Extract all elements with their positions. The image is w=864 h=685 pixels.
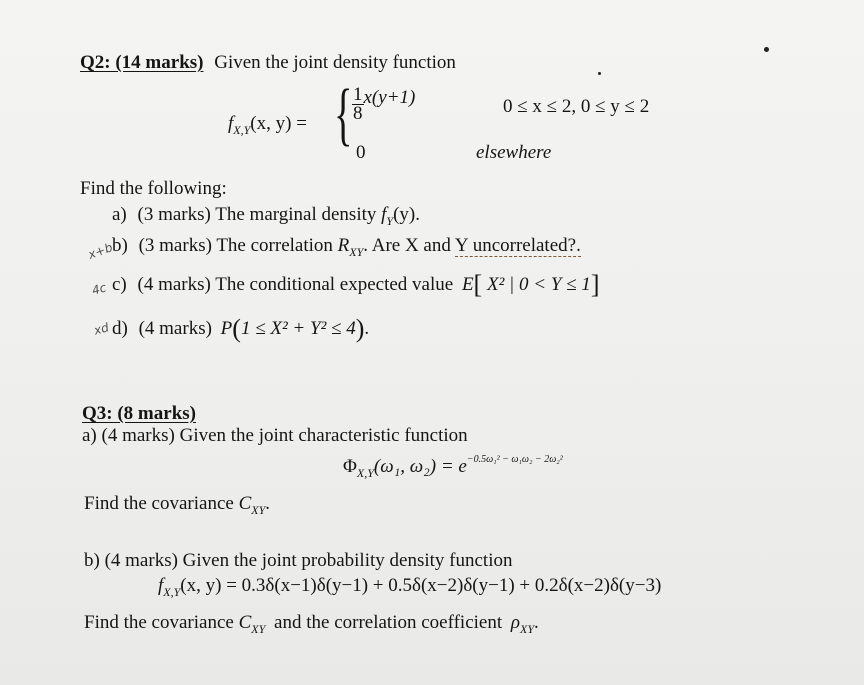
q2-intro: Given the joint density function xyxy=(214,52,456,73)
part-a-arg: (y). xyxy=(393,204,420,225)
q3-part-b-pdf xyxy=(158,575,661,600)
q3-find-covariance xyxy=(84,493,270,518)
part-d-text: (4 marks) xyxy=(138,318,212,339)
part-c-inner: X² | 0 < Y ≤ 1 xyxy=(486,274,591,295)
q3-title: Q3: (8 marks) xyxy=(82,403,196,424)
frac-den: 8 xyxy=(353,103,363,124)
q2-function-lhs xyxy=(228,113,307,138)
part-b-sub: XY xyxy=(349,244,364,259)
page-dot-top-right xyxy=(764,47,769,52)
cov-C: C xyxy=(238,493,252,514)
func-sub: X,Y xyxy=(233,122,251,137)
part-c-label: c) xyxy=(112,274,127,295)
b-end: . xyxy=(534,612,539,633)
b-find-text: Find the covariance xyxy=(84,612,234,633)
part-d-math xyxy=(220,314,370,343)
part-a-math xyxy=(381,204,420,228)
part-a-label: a) xyxy=(112,204,127,225)
q2-fraction xyxy=(352,86,364,123)
case1-expr: x(y+1) xyxy=(363,86,416,108)
q2-part-a xyxy=(112,204,420,229)
phi-args: (ω₁, ω₂) = e xyxy=(373,456,467,477)
func-f: f xyxy=(228,113,234,134)
q2-part-b xyxy=(112,235,581,260)
part-a-f: f xyxy=(381,204,387,225)
func-args: (x, y) = xyxy=(250,113,307,134)
pdf-f: f xyxy=(158,575,164,596)
q3-part-b-text: b) (4 marks) Given the joint probability density function xyxy=(84,550,513,571)
find-cov-math xyxy=(238,493,266,517)
b-rho: ρ xyxy=(510,612,520,633)
q3-part-b-find xyxy=(84,612,539,637)
part-b-label: b) xyxy=(112,235,128,256)
b-rho-math xyxy=(510,612,535,636)
part-b-text: (3 marks) The correlation xyxy=(138,235,333,256)
part-b-math xyxy=(337,235,364,259)
b-and-text: and the correlation coefficient xyxy=(274,612,503,633)
part-c-lbracket: [ xyxy=(473,270,483,299)
q3-characteristic-function xyxy=(343,454,563,481)
q2-left-brace: { xyxy=(334,76,353,153)
part-c-math xyxy=(461,270,600,299)
b-cov-sub: XY xyxy=(251,621,266,636)
part-a-text: (3 marks) The marginal density xyxy=(137,204,377,225)
part-a-sub: Y xyxy=(386,213,394,228)
part-d-rparen: ) xyxy=(355,314,365,343)
part-d-P: P xyxy=(220,318,233,339)
q2-case1-condition: 0 ≤ x ≤ 2, 0 ≤ y ≤ 2 xyxy=(503,96,650,117)
part-b-after2: Y uncorrelated?. xyxy=(454,235,581,256)
part-d-lparen: ( xyxy=(232,314,241,343)
part-c-rbracket: ] xyxy=(590,270,600,299)
handwritten-mark-c: 4c xyxy=(90,280,108,298)
handwritten-mark-d: xd xyxy=(92,320,111,338)
cov-sub: XY xyxy=(251,502,266,517)
q2-find-following: Find the following: xyxy=(80,178,227,199)
part-d-inner: 1 ≤ X² + Y² ≤ 4 xyxy=(240,318,356,339)
q2-part-c xyxy=(112,270,599,300)
part-c-E: E xyxy=(461,274,474,295)
phi-exponent: −0.5ω₁² − ω₁ω₂ − 2ω₂² xyxy=(466,454,563,465)
q2-title: Q2: (14 marks) xyxy=(80,52,204,73)
b-cov-C: C xyxy=(238,612,252,633)
part-b-after: . Are X and xyxy=(363,235,451,256)
pdf-sub: X,Y xyxy=(163,584,181,599)
phi-symbol: Φ xyxy=(343,456,357,477)
part-b-R: R xyxy=(337,235,350,256)
q3-part-a-text: a) (4 marks) Given the joint characteristic function xyxy=(82,425,468,446)
phi-sub: X,Y xyxy=(356,465,374,480)
part-c-text: (4 marks) The conditional expected value xyxy=(137,274,454,295)
page-dot-mid xyxy=(598,72,601,75)
part-d-end: . xyxy=(364,318,370,339)
b-rho-sub: XY xyxy=(520,621,535,636)
q2-part-d xyxy=(112,314,369,344)
q2-case2-condition: elsewhere xyxy=(476,142,552,163)
q2-case2-expr: 0 xyxy=(356,142,366,163)
part-d-label: d) xyxy=(112,318,128,339)
handwritten-mark-b: x+b xyxy=(86,240,115,262)
frac-num: 1 xyxy=(353,84,363,105)
pdf-expr: (x, y) = 0.3δ(x−1)δ(y−1) + 0.5δ(x−2)δ(y−1) + 0.2δ(x−2)δ(y−3) xyxy=(180,575,662,596)
b-cov-math xyxy=(238,612,266,636)
cov-end: . xyxy=(265,493,271,514)
q2-case1 xyxy=(352,86,415,123)
q2-heading xyxy=(80,52,456,74)
find-cov-text: Find the covariance xyxy=(84,493,234,514)
